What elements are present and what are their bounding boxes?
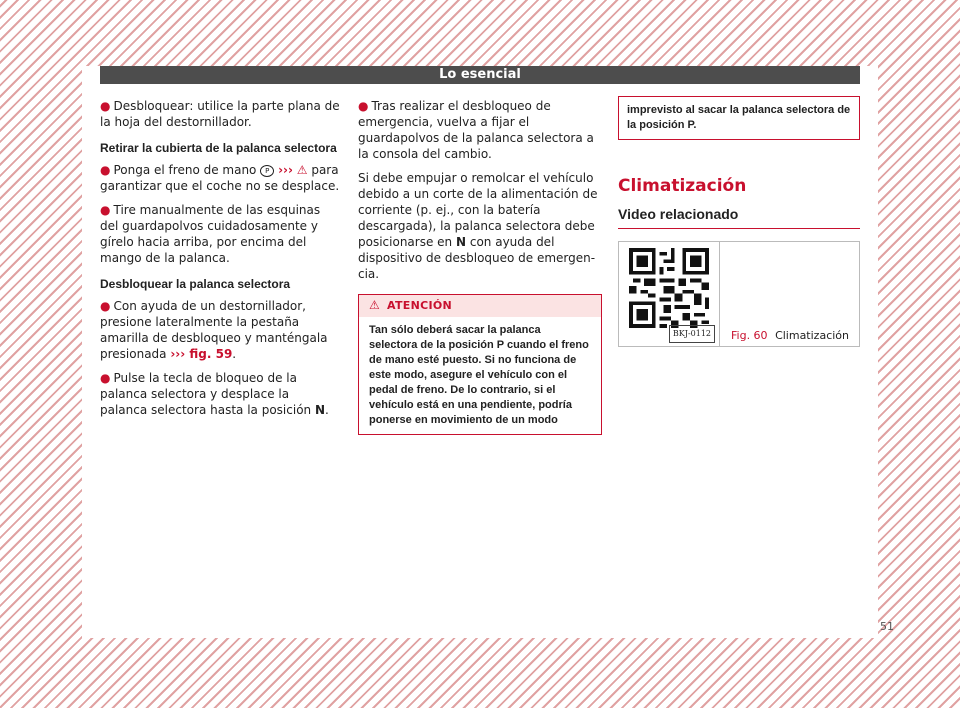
column-left <box>100 98 340 426</box>
figure-number: Fig. 60 <box>731 329 768 342</box>
warning-text: Tan sólo deberá sacar la palanca selectora de la posición P cuando el freno de mano esté puesto. Si no funciona de este modo, asegure el vehículo con el pedal de freno. De lo contrario, si el vehículo está en una pendiente, podría ponerse en movimiento de un modo <box>369 324 589 426</box>
section-title: Climatización <box>618 176 747 196</box>
page-header: Lo esencial <box>100 66 860 84</box>
qr-code-panel[interactable] <box>619 242 720 346</box>
list-item: ● Ponga el freno de mano P ››› ⚠ para garantizar que el coche no se desplace. <box>100 163 340 193</box>
figure-box <box>618 241 860 347</box>
bullet-icon: ● <box>100 299 111 313</box>
warning-triangle-icon: ⚠ <box>296 163 308 177</box>
column-middle <box>358 98 602 435</box>
qr-code-icon[interactable] <box>629 248 709 328</box>
subheading: Retirar la cubierta de la palanca selectora <box>100 141 337 155</box>
warning-box-continued <box>618 96 860 140</box>
list-item: ● Tire manualmente de las esquinas del guardapolvos cuidadosamente y gírelo hacia arriba, por encima del mango de la palanca. <box>100 203 321 265</box>
bullet-icon: ● <box>100 99 111 113</box>
parking-brake-icon: P <box>260 165 274 177</box>
bullet-icon: ● <box>358 99 369 113</box>
column-right <box>618 98 860 347</box>
warning-header: ⚠ ATENCIÓN <box>359 295 601 317</box>
reference-link[interactable]: ››› <box>278 163 293 177</box>
figure-reference-link[interactable]: ››› fig. 59 <box>170 347 233 361</box>
warning-box <box>358 294 602 435</box>
figure-caption-text: Climatización <box>775 329 850 342</box>
subheading: Desbloquear la palanca selectora <box>100 277 291 291</box>
warning-triangle-icon: ⚠ <box>369 298 381 312</box>
list-item: ● Pulse la tecla de bloqueo de la palanca selectora y desplace la palanca selectora hasta la posición N. <box>100 371 329 417</box>
bullet-icon: ● <box>100 371 111 385</box>
list-item: ● Desbloquear: utilice la parte plana de la hoja del destornillador. <box>100 99 340 129</box>
paragraph: Si debe empujar o remolcar el vehículo debido a un corte de la alimentación de corriente (p. ej., con la batería descargada), la palanca selectora debe posicionarse en N con ayuda del dispositivo de desbloqueo de emergencia. <box>358 171 598 281</box>
bullet-icon: ● <box>100 203 111 217</box>
bullet-icon: ● <box>100 163 111 177</box>
page-number: 51 <box>880 620 894 633</box>
list-item: ● Tras realizar el desbloqueo de emergencia, vuelva a fijar el guardapolvos de la palanca selectora a la consola del cambio. <box>358 99 594 161</box>
figure-caption <box>731 328 849 344</box>
video-heading: Video relacionado <box>618 206 860 229</box>
list-item: ● Con ayuda de un destornillador, presione lateralmente la pestaña amarilla de desbloqueo y manténgala presionada ››› fig. 59. <box>100 299 328 361</box>
figure-code: BKJ-0112 <box>669 325 715 343</box>
warning-text: imprevisto al sacar la palanca selectora de la posición P. <box>627 104 851 131</box>
